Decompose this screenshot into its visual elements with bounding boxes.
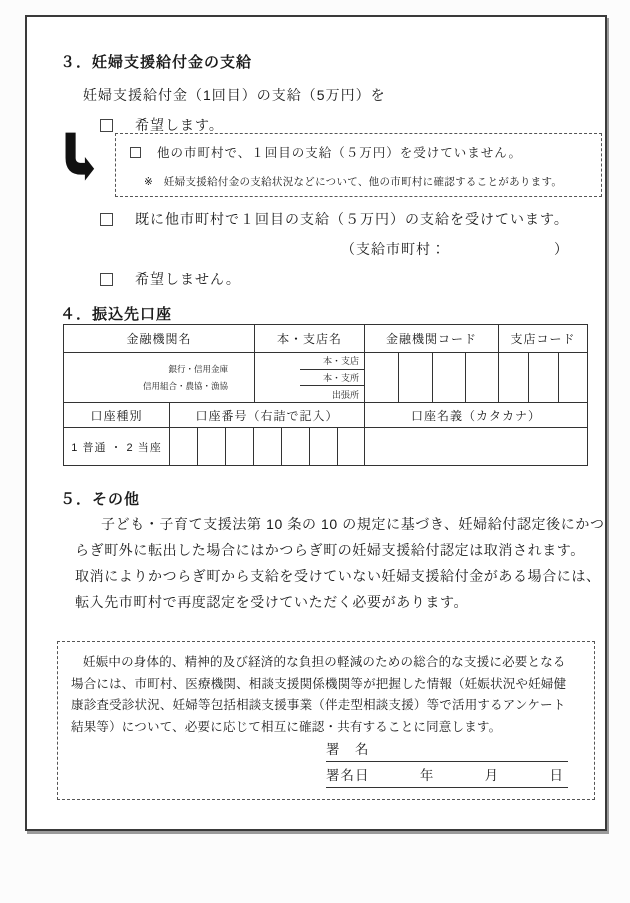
consent-line: 場合には、市町村、医療機関、相談支援関係機関等が把握した情報（妊娠状況や妊婦健 xyxy=(71,676,567,691)
account-number-cell-5[interactable] xyxy=(282,428,310,466)
header-bank-name: 金融機関名 xyxy=(64,325,255,353)
bank-code-cell-3[interactable] xyxy=(433,353,466,403)
section3-heading: ３．妊婦支援給付金の支給 xyxy=(60,54,253,71)
header-account-number: 口座番号（右詰で記入） xyxy=(170,403,365,428)
option-row-hope xyxy=(100,115,224,135)
form-sheet xyxy=(25,15,607,831)
paid-city-close-label: ） xyxy=(554,241,569,257)
sub-condition-box xyxy=(115,133,602,197)
day-label: 日 xyxy=(549,768,564,783)
account-number-cell-7[interactable] xyxy=(338,428,365,466)
signature-name-label: 署 名 xyxy=(326,742,370,757)
branch-code-cell-1[interactable] xyxy=(499,353,529,403)
bank-code-cell-2[interactable] xyxy=(399,353,433,403)
branch-code-cell-2[interactable] xyxy=(529,353,559,403)
option-row-not-received-elsewhere xyxy=(130,143,522,161)
option-not-received-label: 他の市町村で、１回目の支給（５万円）を受けていません。 xyxy=(157,146,523,160)
consent-line: 結果等）について、必要に応じて相互に確認・共有することに同意します。 xyxy=(71,719,502,734)
option-row-no-hope xyxy=(100,269,241,289)
month-label: 月 xyxy=(484,768,500,783)
section5-line: らぎ町外に転出した場合にはかつらぎ町の妊婦支援給付認定は取消されます。 xyxy=(75,542,585,558)
section5-heading: ５．その他 xyxy=(60,491,141,508)
bank-table-bottom xyxy=(63,402,588,466)
account-name-cell[interactable] xyxy=(365,428,588,466)
header-bank-code: 金融機関コード xyxy=(365,325,499,353)
section5-line: 子ども・子育て支援法第 10 条の 10 の規定に基づき、妊婦給付認定後にかつ xyxy=(101,516,605,532)
option-hope-label: 希望します。 xyxy=(135,117,224,133)
signature-date-label: 署名日 xyxy=(326,768,370,783)
option-no-hope-label: 希望しません。 xyxy=(135,271,241,287)
paid-city-row xyxy=(341,239,569,259)
account-number-cell-4[interactable] xyxy=(254,428,282,466)
consent-box xyxy=(57,641,595,800)
bank-name-cell[interactable] xyxy=(64,353,255,403)
account-type-cell[interactable]: 1 普通 ・ 2 当座 xyxy=(64,428,170,466)
year-label: 年 xyxy=(419,768,435,783)
header-branch-name: 本・支店名 xyxy=(255,325,365,353)
section3-intro: 妊婦支援給付金（1回目）の支給（5万円）を xyxy=(83,87,386,103)
branch-option-honshiten[interactable]: 本・支店 xyxy=(300,353,364,370)
bank-code-cell-4[interactable] xyxy=(466,353,499,403)
branch-option-honshisho[interactable]: 本・支所 xyxy=(300,370,364,387)
branch-option-shucchojo[interactable]: 出張所 xyxy=(331,389,359,400)
account-number-cell-6[interactable] xyxy=(310,428,338,466)
signature-block xyxy=(326,736,568,788)
paid-city-input[interactable] xyxy=(446,241,554,257)
checkbox-already-received[interactable] xyxy=(100,213,113,226)
checkbox-hope[interactable] xyxy=(100,119,113,132)
bank-type-label-2: 信用組合・農協・漁協 xyxy=(142,380,228,391)
option-already-label: 既に他市町村で１回目の支給（５万円）の支給を受けています。 xyxy=(135,211,569,227)
branch-code-cell-3[interactable] xyxy=(559,353,588,403)
section5-paragraph xyxy=(75,511,605,615)
section5-line: 転入先市町村で再度認定を受けていただく必要があります。 xyxy=(75,594,469,610)
account-number-cell-3[interactable] xyxy=(226,428,254,466)
option-row-already-received xyxy=(100,209,569,229)
bank-code-cell-1[interactable] xyxy=(365,353,399,403)
bank-type-label-1: 銀行・信用金庫 xyxy=(168,364,228,375)
header-account-name: 口座名義（カタカナ） xyxy=(365,403,588,428)
section4-heading: ４．振込先口座 xyxy=(60,306,173,323)
confirmation-note: ※ 妊婦支援給付金の支給状況などについて、他の市町村に確認することがあります。 xyxy=(144,176,563,188)
header-account-type: 口座種別 xyxy=(64,403,170,428)
account-number-cell-2[interactable] xyxy=(198,428,226,466)
consent-line: 康診査受診状況、妊婦等包括相談支援事業（伴走型相談支援）等で活用するアンケート xyxy=(71,698,566,712)
header-branch-code: 支店コード xyxy=(499,325,588,353)
branch-type-options xyxy=(300,353,364,402)
branch-name-cell[interactable] xyxy=(255,353,365,403)
bank-table-top xyxy=(63,324,588,403)
bent-arrow-icon xyxy=(63,129,95,185)
checkbox-no-hope[interactable] xyxy=(100,273,113,286)
section5-line: 取消によりかつらぎ町から支給を受けていない妊婦支援給付金がある場合には、 xyxy=(75,568,601,584)
paid-city-open-label: （支給市町村： xyxy=(341,241,446,257)
consent-paragraph xyxy=(58,642,594,738)
checkbox-not-received-elsewhere[interactable] xyxy=(130,147,141,158)
signature-date-row[interactable] xyxy=(326,762,568,788)
consent-line: 妊娠中の身体的、精神的及び経済的な負担の軽減のための総合的な支援に必要となる xyxy=(83,655,566,669)
account-number-cell-1[interactable] xyxy=(170,428,198,466)
signature-name-row xyxy=(326,736,568,762)
